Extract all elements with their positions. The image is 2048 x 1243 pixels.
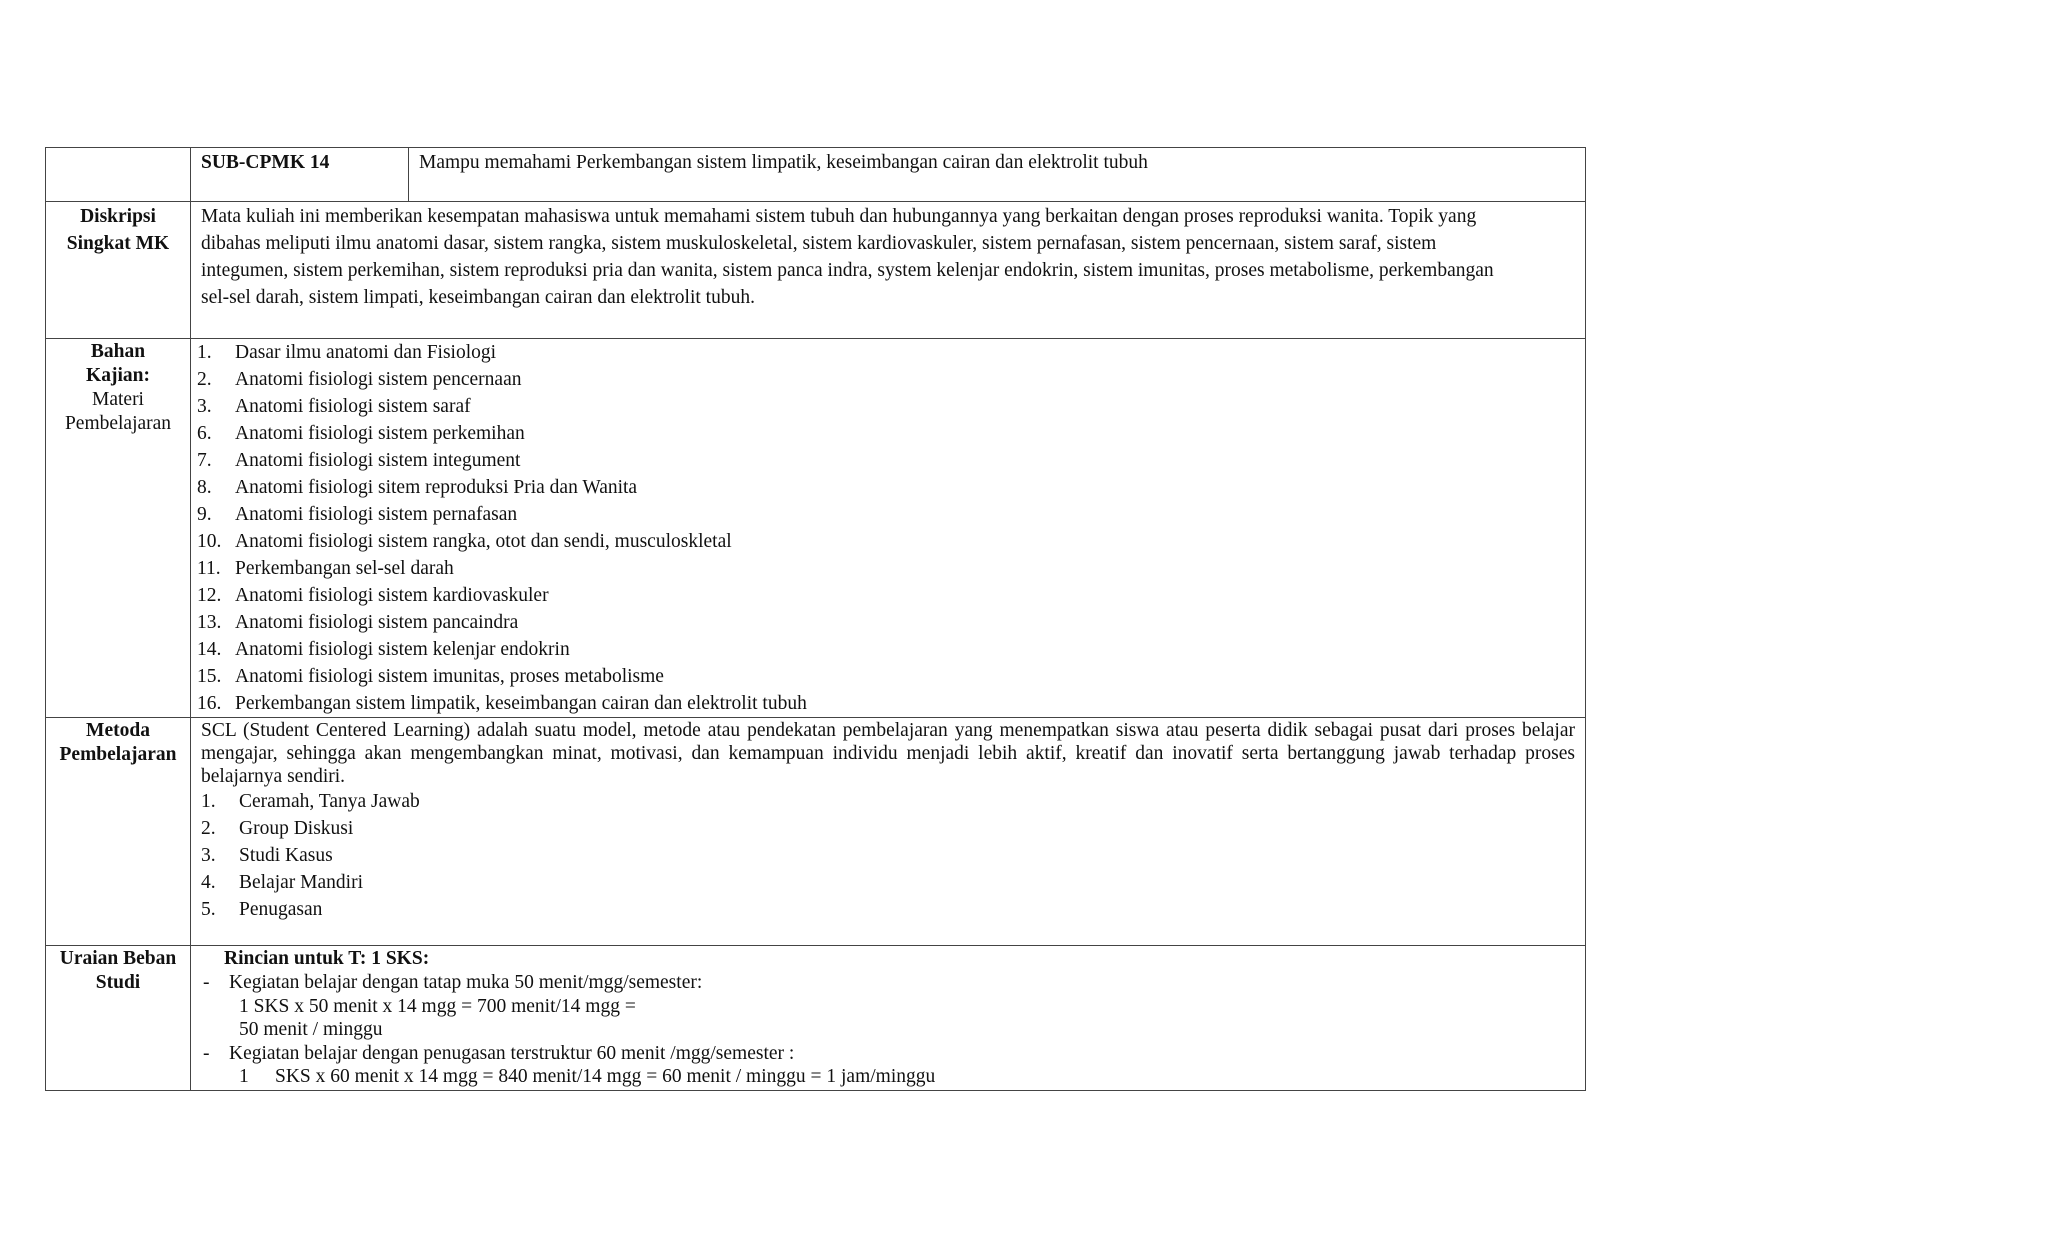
bahan-kajian-list [191, 339, 1585, 717]
list-item: 15. Anatomi fisiologi sistem imunitas, proses metabolisme [197, 666, 664, 687]
deskripsi-line: integumen, sistem perkemihan, sistem reproduksi pria dan wanita, sistem panca indra, system kelenjar endokrin, sistem imunitas, proses metabolisme, perkembangan [201, 260, 1494, 281]
bahan-kajian-row [46, 339, 1586, 718]
list-item: 8. Anatomi fisiologi sitem reproduksi Pria dan Wanita [197, 477, 638, 498]
beban-item [191, 1042, 1585, 1066]
rps-document [45, 147, 1585, 1091]
beban-content [191, 946, 1586, 1091]
deskripsi-line: sel-sel darah, sistem limpati, keseimbangan cairan dan elektrolit tubuh. [201, 287, 755, 308]
sub-cpmk-row [46, 148, 1586, 202]
list-item: 9. Anatomi fisiologi sistem pernafasan [197, 504, 518, 525]
metoda-label-line2: Pembelajaran [59, 744, 177, 765]
deskripsi-content [191, 202, 1586, 339]
bahan-label-line4: Pembelajaran [64, 413, 172, 434]
beban-label [46, 946, 191, 1091]
sub-cpmk-code: SUB-CPMK 14 [191, 148, 409, 202]
metoda-paragraph: SCL (Student Centered Learning) adalah suatu model, metode atau pendekatan pembelajaran yang menempatkan siswa atau peserta didik sebagai pusat dari proses belajar mengajar, sehingga akan mengembangkan minat, motivasi, dan kemampuan individu menjadi lebih aktif, kreatif dan inovatif serta bertanggung jawab terhadap proses belajarnya sendiri. [201, 720, 1575, 787]
metoda-label-line1: Metoda [86, 720, 150, 741]
dash-bullet: - [203, 972, 210, 993]
list-item: 2. Anatomi fisiologi sistem pencernaan [197, 369, 522, 390]
list-item: 6. Anatomi fisiologi sistem perkemihan [197, 423, 525, 444]
list-item: 14. Anatomi fisiologi sistem kelenjar endokrin [197, 639, 570, 660]
list-item: 3. Studi Kasus [201, 845, 333, 866]
deskripsi-label [46, 202, 191, 339]
metoda-list [191, 788, 1585, 923]
beban-item-line: 50 menit / minggu [239, 1019, 383, 1040]
bahan-label-line1: Bahan [90, 341, 146, 362]
list-item: 1. Dasar ilmu anatomi dan Fisiologi [197, 342, 497, 363]
metoda-label [46, 718, 191, 946]
deskripsi-label-line2: Singkat MK [66, 233, 170, 254]
beban-label-line1: Uraian Beban [59, 948, 177, 969]
list-item: 4. Belajar Mandiri [201, 872, 363, 893]
beban-item-line [191, 1065, 1585, 1089]
deskripsi-label-line1: Diskripsi [80, 206, 156, 227]
list-item: 3. Anatomi fisiologi sistem saraf [197, 396, 471, 417]
beban-item-line: 1 SKS x 50 menit x 14 mgg = 700 menit/14 mgg = [239, 995, 636, 1017]
beban-row [46, 946, 1586, 1091]
list-item: 7. Anatomi fisiologi sistem integument [197, 450, 521, 471]
beban-item [191, 971, 1585, 995]
beban-item-text: Kegiatan belajar dengan penugasan terstruktur 60 menit /mgg/semester : [229, 1042, 795, 1064]
sub-cpmk-text: Mampu memahami Perkembangan sistem limpatik, keseimbangan cairan dan elektrolit tubuh [409, 148, 1586, 202]
beban-item-text: SKS x 60 menit x 14 mgg = 840 menit/14 mgg = 60 menit / minggu = 1 jam/minggu [275, 1066, 936, 1087]
beban-label-line2: Studi [95, 972, 141, 993]
deskripsi-line: dibahas meliputi ilmu anatomi dasar, sistem rangka, sistem muskuloskeletal, sistem kardiovaskuler, sistem pernafasan, sistem pencernaan, sistem saraf, sistem [201, 233, 1437, 254]
list-item: 13. Anatomi fisiologi sistem pancaindra [197, 612, 519, 633]
metoda-row [46, 718, 1586, 946]
list-item: 5. Penugasan [201, 899, 323, 920]
rps-table [45, 147, 1586, 1091]
list-item: 10. Anatomi fisiologi sistem rangka, otot dan sendi, musculoskletal [197, 531, 732, 552]
bahan-label-line3: Materi [92, 389, 144, 410]
metoda-content [191, 718, 1586, 946]
deskripsi-line: Mata kuliah ini memberikan kesempatan mahasiswa untuk memahami sistem tubuh dan hubungannya yang berkaitan dengan proses reproduksi wanita. Topik yang [201, 206, 1477, 227]
deskripsi-row [46, 202, 1586, 339]
bahan-label-line2: Kajian: [86, 365, 150, 386]
beban-item-text: Kegiatan belajar dengan tatap muka 50 menit/mgg/semester: [229, 972, 703, 993]
list-item: 12. Anatomi fisiologi sistem kardiovaskuler [197, 585, 549, 606]
beban-heading: Rincian untuk T: 1 SKS: [224, 948, 430, 969]
dash-bullet: - [203, 1042, 210, 1064]
bahan-kajian-label [46, 339, 191, 718]
beban-item-num: 1 [239, 1066, 249, 1087]
list-item: 1. Ceramah, Tanya Jawab [201, 791, 420, 812]
list-item: 2. Group Diskusi [201, 818, 354, 839]
list-item: 11. Perkembangan sel-sel darah [197, 558, 454, 579]
bahan-kajian-content [191, 339, 1586, 718]
list-item: 16. Perkembangan sistem limpatik, keseimbangan cairan dan elektrolit tubuh [197, 693, 807, 714]
sub-cpmk-empty-cell [46, 148, 191, 202]
